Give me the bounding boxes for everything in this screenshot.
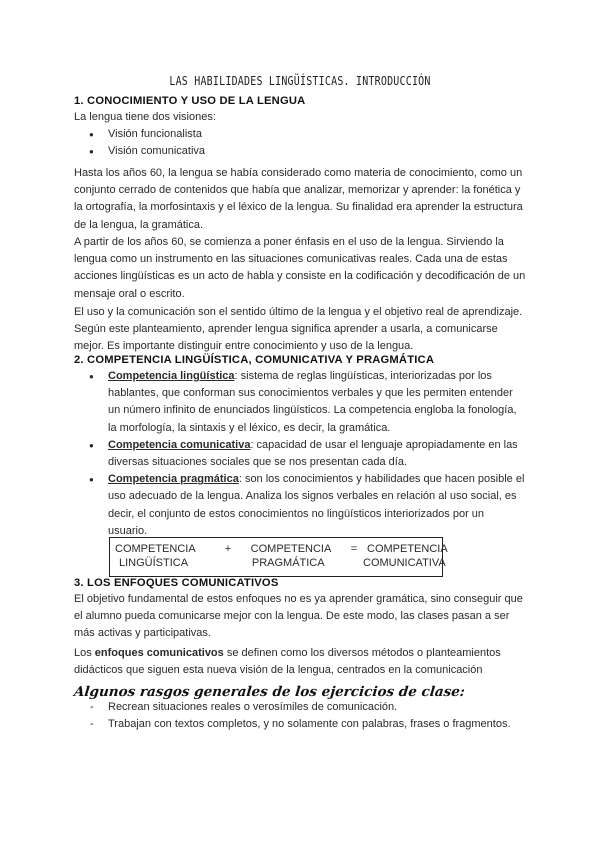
list-item xyxy=(74,368,526,437)
section-1-paragraph-2: A partir de los años 60, se comienza a poner énfasis en el uso de la lengua. Sirviendo la lengua como un instrumento en las situaciones comunicativas reales. Cada una de estas acciones lingüísticas es un acto de habla y consiste en la codificación y decodificación de un mensaje oral o escrito. xyxy=(74,236,526,300)
section-2-heading: 2. COMPETENCIA LINGÜÍSTICA, COMUNICATIVA Y PRAGMÁTICA xyxy=(74,354,435,366)
list-item: ● Visión funcionalista xyxy=(74,126,526,143)
formula-equals: = xyxy=(350,543,358,555)
formula-term-b: COMPETENCIA xyxy=(250,543,332,555)
section-1-heading: 1. CONOCIMIENTO Y USO DE LA LENGUA xyxy=(74,95,306,107)
term-enfoques-comunicativos: enfoques comunicativos xyxy=(94,647,224,659)
visions-list xyxy=(74,126,526,160)
formula-spacer xyxy=(217,557,239,569)
formula-row-1 xyxy=(115,543,448,555)
section-1-paragraph-1: Hasta los años 60, la lengua se había considerado como materia de conocimiento, como un conjunto cerrado de contenidos que había que analizar, memorizar y aprender: la fonética y la ortografía, la morfosintaxis y el léxico de la lengua. Su finalidad era aprender la estructura de la lengua, la gramática. xyxy=(74,167,523,231)
competence-formula-box xyxy=(109,537,448,577)
list-item: - Trabajan con textos completos, y no solamente con palabras, frases o fragmentos. xyxy=(74,716,526,733)
list-item: - Recrean situaciones reales o verosímiles de comunicación. xyxy=(74,699,526,716)
formula-plus: + xyxy=(224,543,232,555)
formula-term-b-2: PRAGMÁTICA xyxy=(251,557,325,569)
section-3-heading: 3. LOS ENFOQUES COMUNICATIVOS xyxy=(74,577,279,589)
term-competencia-comunicativa: Competencia comunicativa xyxy=(108,438,251,451)
term-competencia-pragmatica: Competencia pragmática xyxy=(108,473,239,486)
formula-term-c: COMPETENCIA xyxy=(367,543,448,555)
formula-spacer xyxy=(337,557,363,569)
term-competencia-linguistica: Competencia lingüística xyxy=(108,370,235,382)
section-1-paragraph-3: El uso y la comunicación son el sentido último de la lengua y el objetivo real de aprendizaje. Según este planteamiento, aprender lengua significa aprender a usarla, a comunicarse mejor. Es importante distinguir entre conocimiento y uso de la lengua. xyxy=(74,306,523,353)
formula-term-a: COMPETENCIA xyxy=(115,543,196,555)
list-item xyxy=(74,437,526,471)
competences-list xyxy=(74,368,526,540)
term-definition: : capacidad de usar el lenguaje apropiadamente en las diversas situaciones sociales que se nos presentan cada día. xyxy=(108,438,518,469)
term-definition: : sistema de reglas lingüísticas, interiorizadas por los hablantes, que conforman sus conocimientos verbales y que les permiten entender un número infinito de enunciados lingüísticos. La competencia engloba la fonología, la morfología, la sintaxis y el léxico, es decir, la gramática. xyxy=(108,370,517,434)
section-3-paragraph-2 xyxy=(74,645,526,679)
text-span: se definen como los diversos métodos o planteamientos didácticos que siguen esta nueva visión de la lengua, centrados en la comunicación xyxy=(74,647,501,677)
section-3-subheading: Algunos rasgos generales de los ejercicios de clase: xyxy=(73,684,466,700)
document-title: LAS HABILIDADES LINGÜÍSTICAS. INTRODUCCIÓN xyxy=(169,75,431,89)
text-span: Los xyxy=(74,647,95,659)
formula-row-2 xyxy=(115,557,446,569)
formula-term-c-2: COMUNICATIVA xyxy=(363,557,446,569)
formula-term-a-2: LINGÜÍSTICA xyxy=(119,557,189,569)
list-item: ● Visión comunicativa xyxy=(74,143,526,160)
section-1-intro: La lengua tiene dos visiones: xyxy=(74,111,216,123)
list-item xyxy=(74,471,526,540)
section-3-paragraph-1: El objetivo fundamental de estos enfoques no es ya aprender gramática, sino conseguir que el alumno pueda comunicarse mejor con la lengua. De este modo, las clases pasan a ser más activas y participativas. xyxy=(74,593,523,640)
traits-list xyxy=(74,699,526,733)
term-definition: : son los conocimientos y habilidades que hacen posible el uso adecuado de la lengua. Analiza los signos verbales en relación al uso social, es decir, el conjunto de estos conocimientos no lingüísticos interiorizados por un usuario. xyxy=(108,473,525,537)
